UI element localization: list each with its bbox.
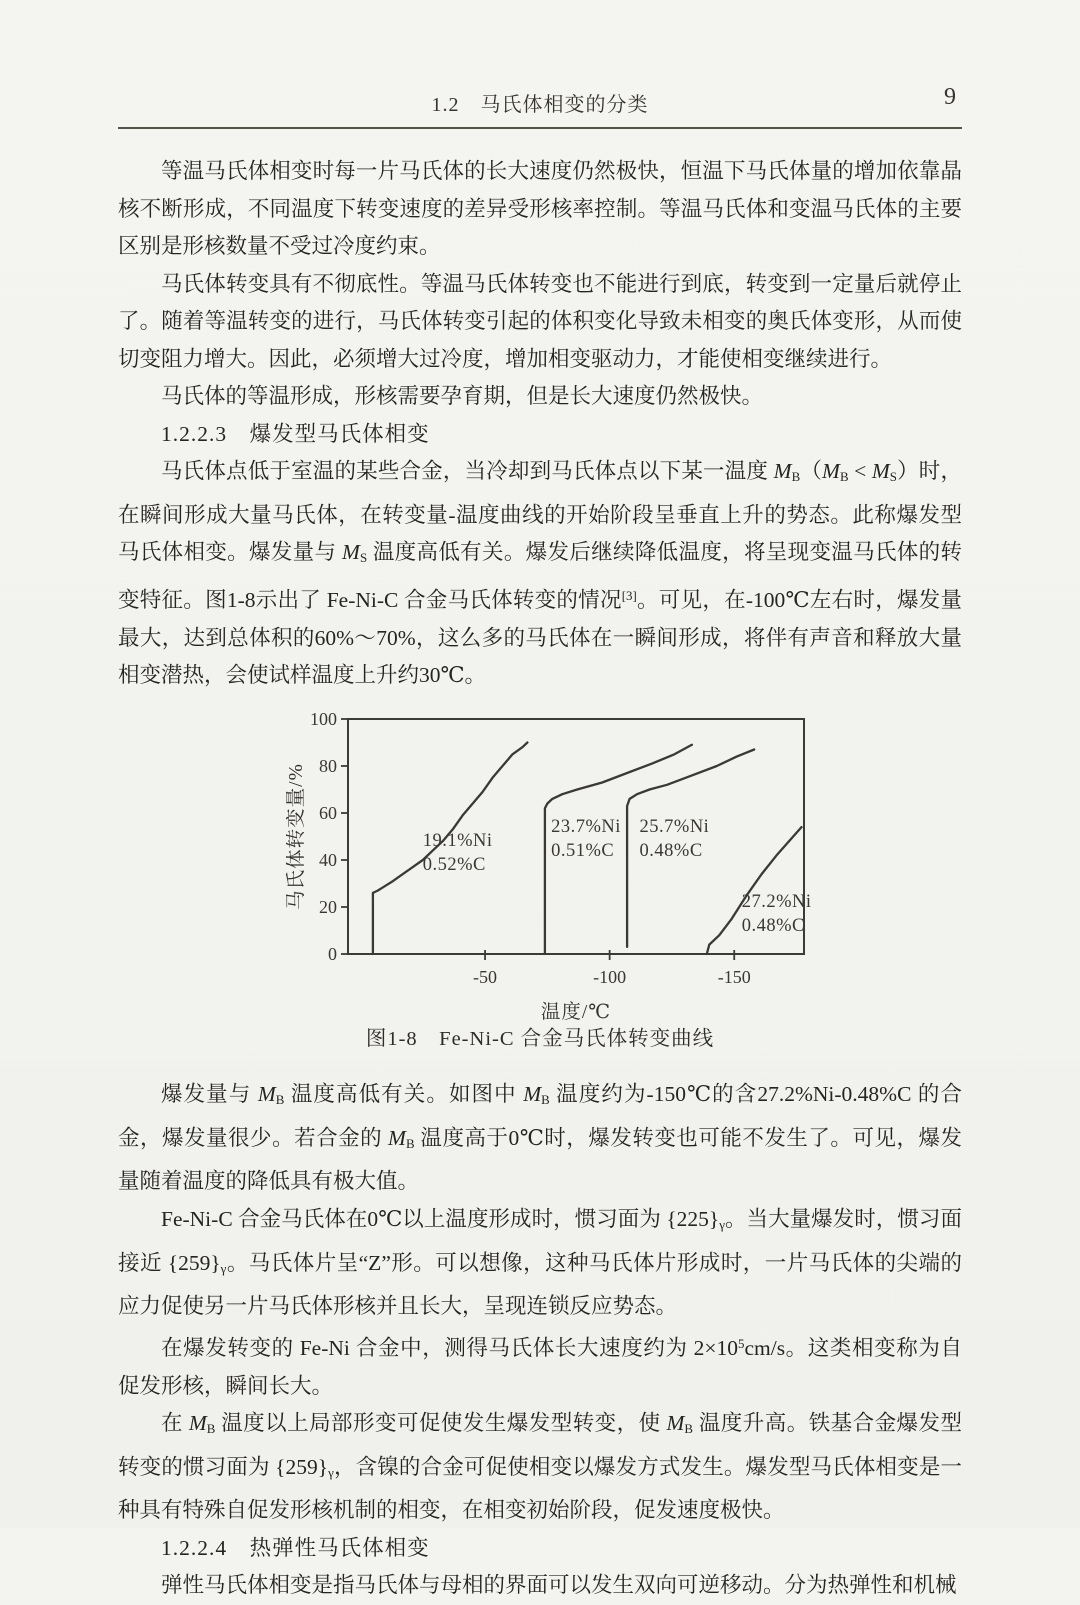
- curve-label-4: 27.2%Ni 0.48%C: [741, 891, 812, 936]
- paragraph: 在 $M_B$ 温度以上局部形变可促使发生爆发型转变，使 $M_B$ 温度升高。铁基合金爆发型转变的惯习面为 $\{259\}_\gamma$，含镍的合金可促使相变以爆发方式发生。爆发型马氏体相变是一种具有特殊自促发形核机制的相变，在相变初始阶段，促发速度极快。: [118, 1411, 962, 1523]
- y-tick-label: 60: [319, 802, 337, 823]
- paragraph: 马氏体转变具有不彻底性。等温马氏体转变也不能进行到底，转变到一定量后就停止了。随着等温转变的进行，马氏体转变引起的体积变化导致未相变的奥氏体变形，从而使切变阻力增大。因此，必须增大过冷度，增加相变驱动力，才能使相变继续进行。: [118, 271, 962, 371]
- x-tick-label: -150: [717, 966, 751, 987]
- paragraph: Fe-Ni-C 合金马氏体在0℃以上温度形成时，惯习面为 $\{225\}_\gamma$。当大量爆发时，惯习面接近 $\{259\}_\gamma$。马氏体片呈“Z”形。可以想像，这种马氏体片形成时，一片马氏体的尖端的应力促使另一片马氏体形核并且长大，呈现连锁反应势态。: [118, 1206, 962, 1319]
- curve-label-2: 23.7%Ni 0.51%C: [551, 816, 621, 861]
- body-text: [118, 153, 962, 1605]
- y-tick-label: 20: [319, 896, 337, 917]
- paragraph: 等温马氏体相变时每一片马氏体的长大速度仍然极快，恒温下马氏体量的增加依靠晶核不断形成，不同温度下转变速度的差异受形核率控制。等温马氏体和变温马氏体的主要区别是形核数量不受过冷度约束。: [118, 159, 962, 258]
- y-tick-label: 40: [319, 849, 337, 870]
- section-heading-1223: 1.2.2.3 爆发型马氏体相变: [161, 421, 430, 446]
- curve-label-3: 25.7%Ni 0.48%C: [639, 816, 710, 861]
- curve-label-1: 19.1%Ni 0.52%C: [422, 830, 493, 875]
- y-tick-label: 80: [319, 755, 337, 776]
- paragraph: 马氏体的等温形成，形核需要孕育期，但是长大速度仍然极快。: [161, 384, 764, 408]
- y-tick-label: 0: [328, 943, 337, 964]
- x-axis-label: 温度/℃: [540, 1001, 612, 1023]
- martensite-transformation-chart: [286, 705, 848, 1023]
- figure-1-8: [118, 705, 962, 1059]
- x-tick-label: -50: [473, 966, 498, 987]
- figure-caption: 图1-8 Fe-Ni-C 合金马氏体转变曲线: [365, 1027, 715, 1050]
- paragraph: 弹性马氏体相变是指马氏体与母相的界面可以发生双向可逆移动。分为热弹性和机械: [161, 1573, 957, 1598]
- paragraph: 马氏体点低于室温的某些合金，当冷却到马氏体点以下某一温度 $M_B(M_B < M_S)$时，在瞬间形成大量马氏体，在转变量-温度曲线的开始阶段呈垂直上升的势态。此称爆发型马氏体相变。爆发量与 $M_S$ 温度高低有关。爆发后继续降低温度，将呈现变温马氏体的转变特征。图1-8示出了 Fe-Ni-C 合金马氏体转变的情况[3]。可见，在-100℃左右时，爆发量最大，达到总体积的60%～70%，这么多的马氏体在一瞬间形成，将伴有声音和释放大量相变潜热，会使试样温度上升约30℃。: [118, 459, 962, 688]
- running-header: [118, 84, 962, 129]
- y-tick-label: 100: [310, 708, 337, 729]
- x-tick-label: -100: [593, 966, 627, 987]
- paragraph: 爆发量与 $M_B$ 温度高低有关。如图中 $M_B$ 温度约为-150℃的含27.2%Ni-0.48%C 的合金，爆发量很少。若合金的 $M_B$ 温度高于0℃时，爆发转变也可能不发生了。可见，爆发量随着温度的降低具有极大值。: [118, 1082, 962, 1194]
- header-section-title: 1.2 马氏体相变的分类: [431, 94, 649, 116]
- section-heading-1224: 1.2.2.4 热弹性马氏体相变: [161, 1535, 430, 1560]
- header-page-number: 9: [944, 84, 956, 110]
- paragraph: 在爆发转变的 Fe-Ni 合金中，测得马氏体长大速度约为 $2\times 10^5cm/s$。这类相变称为自促发形核，瞬间长大。: [118, 1336, 963, 1398]
- y-axis-label: 马氏体转变量/%: [286, 762, 307, 910]
